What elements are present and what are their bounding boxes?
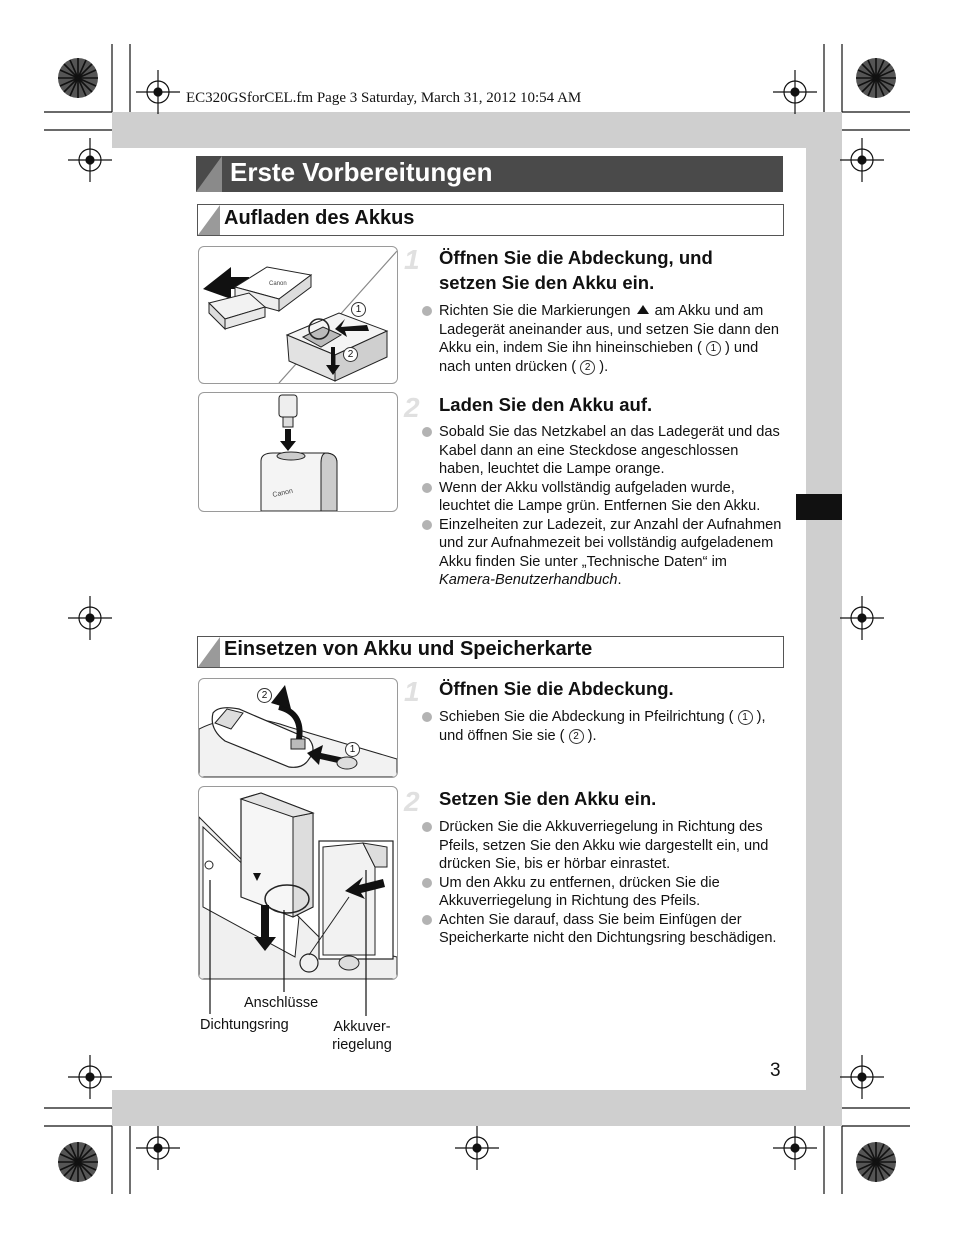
- bullet-item: Wenn der Akku vollständig aufgeladen wurde, leuchtet die Lampe grün. Entfernen Sie den Akku.: [421, 479, 786, 516]
- section-heading-label: Aufladen des Akkus: [224, 207, 415, 229]
- marker-one: 1: [351, 302, 366, 317]
- page-number: 3: [770, 1060, 781, 1081]
- marker-two: 2: [343, 347, 358, 362]
- caption-battery-lock: [330, 1018, 394, 1054]
- bullet-item: Drücken Sie die Akkuverriegelung in Richtung des Pfeils, setzen Sie den Akku wie dargestellt ein, und drücken Sie, bis er hörbar einrastet.: [421, 818, 786, 874]
- step-title-line: setzen Sie den Akku ein.: [439, 272, 655, 293]
- marker-two: 2: [569, 729, 584, 744]
- step-title: Laden Sie den Akku auf.: [439, 394, 653, 415]
- step-number: 1: [404, 676, 420, 707]
- caption-seal: Dichtungsring: [200, 1017, 289, 1033]
- marker-one: 1: [738, 710, 753, 725]
- bullet-list: [421, 818, 786, 948]
- caption-line: riegelung: [332, 1037, 392, 1053]
- bullet-item: Sobald Sie das Netzkabel an das Ladegerät und das Kabel dann an eine Steckdose angeschlossen haben, leuchtet die Lampe orange.: [421, 423, 786, 479]
- step-title-line: Öffnen Sie die Abdeckung, und: [439, 247, 713, 268]
- svg-text:Canon: Canon: [271, 487, 294, 499]
- caption-terminals: Anschlüsse: [244, 995, 319, 1011]
- bullet-item: Einzelheiten zur Ladezeit, zur Anzahl der Aufnahmen und zur Aufnahmezeit bei vollständig aufgeladenem Akku finden Sie unter „Technische Daten“ im Kamera-Benutzerhandbuch.: [421, 516, 786, 590]
- bullet-item: Richten Sie die Markierungen am Akku und am Ladegerät aneinander aus, und setzen Sie dann den Akku ein, indem Sie ihn hineinschieben ( 1 ) und nach unten drücken ( 2 ).: [421, 302, 786, 376]
- step-title: Setzen Sie den Akku ein.: [439, 788, 657, 809]
- svg-text:Canon: Canon: [269, 281, 287, 287]
- bullet-item: Schieben Sie die Abdeckung in Pfeilrichtung ( 1 ), und öffnen Sie sie ( 2 ).: [421, 708, 786, 745]
- step-number: 2: [404, 786, 420, 817]
- caption-line: Akkuver-: [333, 1019, 391, 1035]
- file-header: EC320GSforCEL.fm Page 3 Saturday, March 31, 2012 10:54 AM: [186, 90, 582, 106]
- step-title: Öffnen Sie die Abdeckung.: [439, 678, 674, 699]
- marker-two: 2: [257, 688, 272, 703]
- marker-one: 1: [345, 742, 360, 757]
- step-number: 2: [404, 392, 420, 423]
- bullet-item: Um den Akku zu entfernen, drücken Sie die Akkuverriegelung in Richtung des Pfeils.: [421, 874, 786, 911]
- section-heading-label: Einsetzen von Akku und Speicherkarte: [224, 638, 593, 660]
- marker-one: 1: [706, 341, 721, 356]
- marker-two: 2: [580, 360, 595, 375]
- step-number: 1: [404, 244, 420, 275]
- page-title: Erste Vorbereitungen: [230, 157, 493, 187]
- bullet-item: Achten Sie darauf, dass Sie beim Einfügen der Speicherkarte nicht den Dichtungsring beschädigen.: [421, 911, 786, 948]
